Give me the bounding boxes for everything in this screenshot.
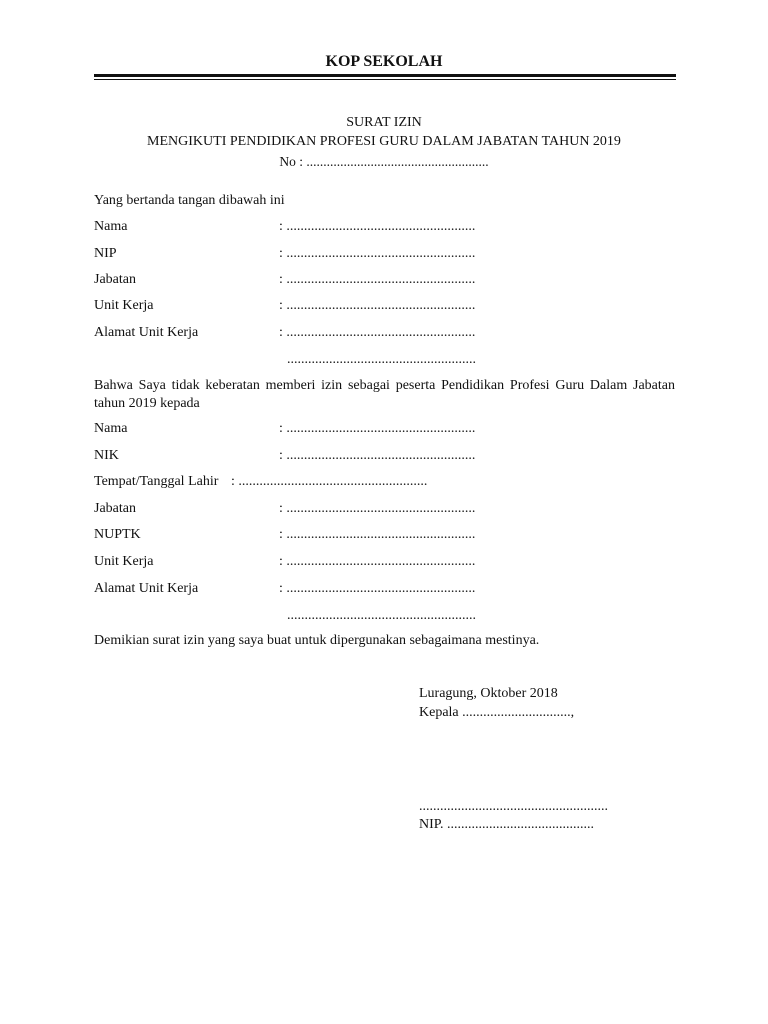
participant-nik-value: : ...................................................... xyxy=(279,448,476,463)
participant-nuptk-value: : ...................................................... xyxy=(279,527,476,542)
participant-address-label: Alamat Unit Kerja xyxy=(94,581,199,596)
letterhead-title: KOP SEKOLAH xyxy=(325,53,443,70)
signer-address-value: : ...................................................... xyxy=(279,325,476,340)
participant-jabatan-value: : ...................................................... xyxy=(279,501,476,516)
participant-birth-value: : ...................................................... xyxy=(231,474,428,489)
signer-nip-label: NIP xyxy=(94,246,117,261)
letterhead-rule-thin xyxy=(94,79,676,80)
signature-role: Kepala ..............................., xyxy=(419,705,575,720)
participant-address-value: : ...................................................... xyxy=(279,581,476,596)
signer-nip-value: : ...................................................... xyxy=(279,246,476,261)
signature-place-date: Luragung, Oktober 2018 xyxy=(419,686,558,701)
letter-subtitle: MENGIKUTI PENDIDIKAN PROFESI GURU DALAM JABATAN TAHUN 2019 xyxy=(147,134,621,149)
signature-nip: NIP. .......................................... xyxy=(419,817,595,832)
signer-unit-label: Unit Kerja xyxy=(94,298,154,313)
letterhead-rule-thick xyxy=(94,74,676,77)
participant-name-label: Nama xyxy=(94,421,128,436)
signer-jabatan-label: Jabatan xyxy=(94,272,136,287)
letter-title: SURAT IZIN xyxy=(346,115,422,130)
participant-unit-label: Unit Kerja xyxy=(94,554,154,569)
participant-jabatan-label: Jabatan xyxy=(94,501,136,516)
participant-nuptk-label: NUPTK xyxy=(94,527,141,542)
letter-number: No : ...................................................... xyxy=(279,154,489,169)
signer-intro: Yang bertanda tangan dibawah ini xyxy=(94,193,285,208)
signer-address-label: Alamat Unit Kerja xyxy=(94,325,199,340)
signer-jabatan-value: : ...................................................... xyxy=(279,272,476,287)
closing-sentence: Demikian surat izin yang saya buat untuk dipergunakan sebagaimana mestinya. xyxy=(94,633,540,648)
signer-name-value: : ...................................................... xyxy=(279,219,476,234)
signer-unit-value: : ...................................................... xyxy=(279,298,476,313)
participant-nik-label: NIK xyxy=(94,448,119,463)
signature-name-line: ...................................................... xyxy=(419,799,608,814)
statement-paragraph: Bahwa Saya tidak keberatan memberi izin sebagai peserta Pendidikan Profesi Guru Dalam Jabatan tahun 2019 kepada xyxy=(94,378,675,411)
participant-address-extra-line: ...................................................... xyxy=(287,608,476,623)
signer-address-extra-line: ...................................................... xyxy=(287,352,476,367)
signer-name-label: Nama xyxy=(94,219,128,234)
participant-unit-value: : ...................................................... xyxy=(279,554,476,569)
participant-name-value: : ...................................................... xyxy=(279,421,476,436)
participant-birth-label: Tempat/Tanggal Lahir xyxy=(94,474,219,489)
